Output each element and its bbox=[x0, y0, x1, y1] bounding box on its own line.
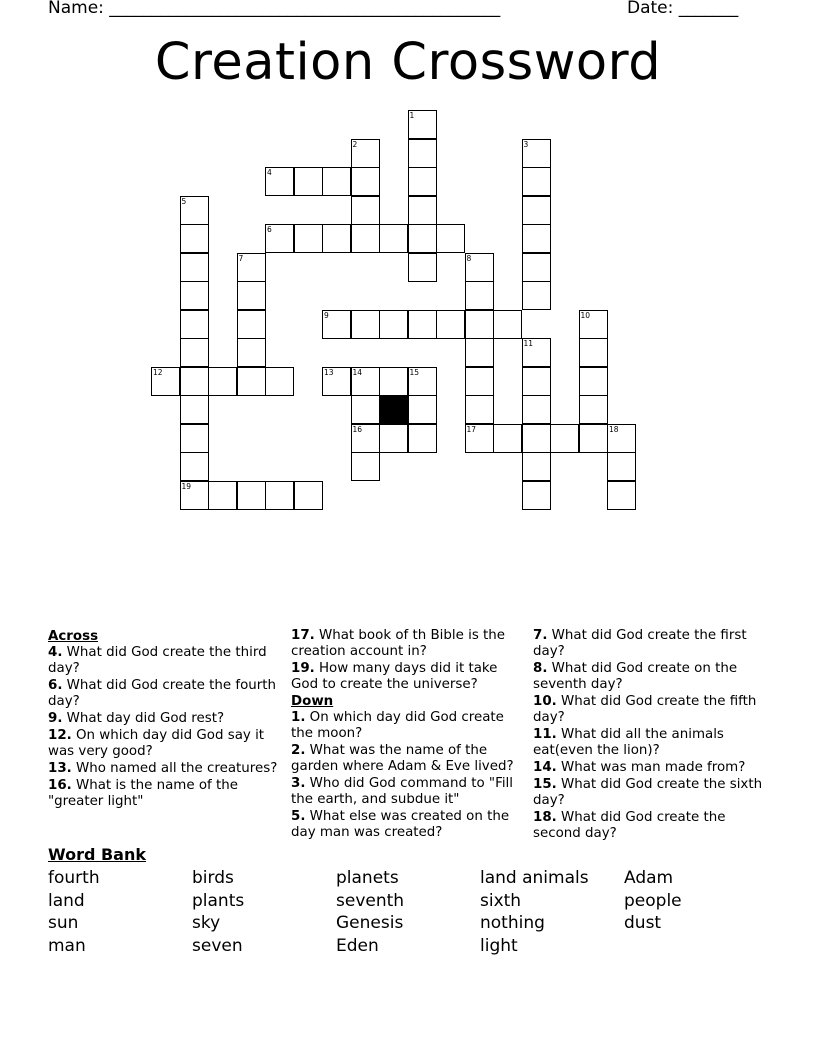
clue-number: 10 bbox=[580, 310, 591, 320]
grid-cell[interactable] bbox=[208, 481, 237, 510]
grid-cell[interactable] bbox=[180, 452, 209, 481]
clue-item bbox=[533, 777, 765, 809]
clue-number: 17 bbox=[466, 424, 477, 434]
clue-number: 6 bbox=[267, 225, 272, 234]
clue-number: 14 bbox=[352, 367, 363, 377]
clue-text: Who did God command to "Fill the earth, and subdue it" bbox=[291, 776, 513, 807]
grid-cell[interactable] bbox=[522, 281, 551, 310]
clue-number: 13 bbox=[324, 367, 334, 377]
clue-number-label: 3. bbox=[291, 776, 306, 791]
grid-cell[interactable] bbox=[436, 224, 465, 253]
word-bank-column bbox=[48, 867, 100, 957]
grid-cell[interactable] bbox=[408, 139, 437, 168]
grid-cell[interactable] bbox=[237, 253, 266, 282]
grid-cell[interactable] bbox=[579, 395, 608, 424]
grid-cell[interactable] bbox=[408, 167, 437, 196]
clue-number-label: 5. bbox=[291, 809, 306, 824]
grid-cell[interactable] bbox=[351, 395, 380, 424]
grid-cell[interactable] bbox=[522, 395, 551, 424]
grid-cell[interactable] bbox=[180, 281, 209, 310]
clue-item bbox=[291, 628, 523, 660]
clue-number-label: 16. bbox=[48, 778, 72, 793]
grid-cell[interactable] bbox=[351, 196, 380, 225]
clue-text: What did God create the fourth day? bbox=[48, 678, 277, 709]
clue-number: 2 bbox=[352, 139, 358, 149]
date-field-label: Date: _______ bbox=[627, 0, 739, 18]
clue-item bbox=[48, 711, 280, 727]
word-bank-word: people bbox=[624, 890, 682, 911]
grid-cell[interactable] bbox=[294, 224, 323, 253]
grid-cell[interactable] bbox=[408, 253, 437, 282]
grid-cell[interactable] bbox=[379, 310, 408, 339]
clue-number-label: 11. bbox=[533, 727, 557, 742]
clue-number-label: 18. bbox=[533, 810, 557, 825]
clue-number-label: 8. bbox=[533, 661, 548, 676]
clue-text: What was the name of the garden where Adam & Eve lived? bbox=[291, 743, 514, 774]
clue-number-label: 9. bbox=[48, 711, 63, 726]
grid-cell[interactable] bbox=[522, 167, 551, 196]
clue-number: 18 bbox=[609, 424, 619, 434]
clue-number-label: 19. bbox=[291, 661, 315, 676]
clue-item bbox=[48, 778, 280, 810]
clue-text: What did God create the fifth day? bbox=[533, 694, 757, 725]
grid-cell[interactable] bbox=[351, 310, 380, 339]
grid-cell[interactable] bbox=[522, 481, 551, 510]
grid-cell[interactable] bbox=[180, 310, 209, 339]
grid-cell[interactable] bbox=[351, 424, 380, 453]
grid-cell[interactable] bbox=[579, 310, 608, 339]
clue-number-label: 17. bbox=[291, 628, 315, 643]
clue-number: 5 bbox=[181, 196, 187, 206]
clue-text: What did God create the second day? bbox=[533, 810, 726, 841]
grid-cell[interactable] bbox=[151, 367, 180, 396]
grid-cell[interactable] bbox=[607, 481, 636, 510]
clue-number-label: 10. bbox=[533, 694, 557, 709]
word-bank-word: Adam bbox=[624, 868, 674, 888]
clue-item bbox=[291, 809, 523, 841]
word-bank-word: land bbox=[48, 890, 85, 911]
grid-cell[interactable] bbox=[180, 424, 209, 453]
grid-cell[interactable] bbox=[237, 281, 266, 310]
grid-cell[interactable] bbox=[408, 310, 437, 339]
grid-cell[interactable] bbox=[237, 481, 266, 510]
clue-text: On which day did God say it was very good? bbox=[48, 728, 265, 759]
grid-cell[interactable] bbox=[579, 367, 608, 396]
grid-cell[interactable] bbox=[351, 167, 380, 196]
clue-text: What did God create the sixth day? bbox=[533, 777, 763, 808]
word-bank-title: Word Bank bbox=[48, 845, 147, 864]
word-bank-word: planets bbox=[336, 868, 399, 888]
grid-cell[interactable] bbox=[522, 224, 551, 253]
clue-number-label: 1. bbox=[291, 710, 306, 725]
clue-number-label: 15. bbox=[533, 777, 557, 792]
grid-cell[interactable] bbox=[522, 424, 551, 453]
clue-text: What did God create the first day? bbox=[533, 628, 747, 659]
clue-item bbox=[533, 628, 765, 660]
clue-item bbox=[48, 678, 280, 710]
grid-cell[interactable] bbox=[180, 253, 209, 282]
clue-number: 12 bbox=[153, 367, 163, 377]
grid-cell[interactable] bbox=[607, 452, 636, 481]
clue-item bbox=[48, 728, 280, 760]
grid-cell[interactable] bbox=[294, 167, 323, 196]
clue-text: What book of th Bible is the creation account in? bbox=[291, 628, 506, 659]
clue-number: 1 bbox=[409, 111, 415, 120]
word-bank-column bbox=[336, 867, 404, 957]
grid-cell[interactable] bbox=[550, 424, 579, 453]
grid-cell[interactable] bbox=[522, 139, 551, 168]
down-clue-list bbox=[291, 710, 523, 841]
word-bank-word: seven bbox=[192, 935, 243, 956]
word-bank-word: fourth bbox=[48, 868, 100, 888]
clue-text: On which day did God create the moon? bbox=[291, 710, 504, 741]
grid-cell[interactable] bbox=[408, 110, 437, 139]
grid-cell[interactable] bbox=[237, 367, 266, 396]
grid-cell[interactable] bbox=[265, 481, 294, 510]
grid-cell[interactable] bbox=[180, 224, 209, 253]
grid-cell[interactable] bbox=[522, 452, 551, 481]
clue-number-label: 6. bbox=[48, 678, 63, 693]
page-title: Creation Crossword bbox=[154, 33, 662, 92]
grid-cell[interactable] bbox=[265, 224, 294, 253]
grid-cell[interactable] bbox=[408, 424, 437, 453]
down-heading: Down bbox=[291, 694, 334, 709]
clue-text: What did all the animals eat(even the lion)? bbox=[533, 727, 724, 758]
clue-number: 9 bbox=[324, 310, 329, 320]
clue-item bbox=[291, 661, 523, 693]
word-bank-word: sun bbox=[48, 913, 79, 934]
clue-text: What did God create on the seventh day? bbox=[533, 661, 738, 692]
grid-cell[interactable] bbox=[465, 281, 494, 310]
clues-column-3 bbox=[533, 628, 765, 843]
clues-column-2 bbox=[291, 628, 523, 842]
clue-text: Who named all the creatures? bbox=[71, 761, 278, 776]
clue-item bbox=[533, 661, 765, 693]
grid-cell[interactable] bbox=[465, 367, 494, 396]
word-bank-column bbox=[480, 867, 589, 957]
grid-cell[interactable] bbox=[522, 253, 551, 282]
grid-cell[interactable] bbox=[379, 424, 408, 453]
grid-cell[interactable] bbox=[436, 310, 465, 339]
clue-item bbox=[533, 727, 765, 759]
grid-cell[interactable] bbox=[579, 338, 608, 367]
clues-column-1 bbox=[48, 628, 280, 811]
across-clue-list-continued bbox=[291, 628, 523, 693]
grid-cell[interactable] bbox=[408, 196, 437, 225]
clue-text: How many days did it take God to create the universe? bbox=[291, 661, 498, 692]
grid-cell[interactable] bbox=[265, 167, 294, 196]
clue-number: 19 bbox=[181, 481, 192, 491]
grid-cell[interactable] bbox=[180, 196, 209, 225]
grid-cell[interactable] bbox=[180, 395, 209, 424]
clue-item bbox=[48, 645, 280, 677]
word-bank-word: nothing bbox=[480, 913, 545, 934]
grid-cell[interactable] bbox=[351, 139, 380, 168]
grid-cell[interactable] bbox=[379, 367, 408, 396]
grid-cell[interactable] bbox=[579, 424, 608, 453]
word-bank-word: sky bbox=[192, 913, 221, 934]
grid-cell[interactable] bbox=[465, 310, 494, 339]
grid-cell[interactable] bbox=[522, 367, 551, 396]
black-square bbox=[379, 395, 408, 424]
grid-cell[interactable] bbox=[351, 224, 380, 253]
grid-cell[interactable] bbox=[322, 310, 351, 339]
word-bank-word: sixth bbox=[480, 890, 522, 911]
grid-cell[interactable] bbox=[237, 338, 266, 367]
clue-number-label: 12. bbox=[48, 728, 72, 743]
clue-number: 8 bbox=[466, 253, 472, 263]
clue-text: What is the name of the "greater light" bbox=[48, 778, 238, 809]
word-bank-word: Genesis bbox=[336, 913, 404, 934]
grid-cell[interactable] bbox=[208, 367, 237, 396]
clue-item bbox=[291, 743, 523, 775]
grid-cell[interactable] bbox=[237, 310, 266, 339]
clue-text: What else was created on the day man was created? bbox=[291, 809, 510, 840]
clue-item bbox=[291, 776, 523, 808]
clue-item bbox=[533, 694, 765, 726]
grid-cell[interactable] bbox=[465, 338, 494, 367]
grid-cell[interactable] bbox=[465, 395, 494, 424]
grid-cell[interactable] bbox=[294, 481, 323, 510]
grid-cell[interactable] bbox=[465, 424, 494, 453]
grid-cell[interactable] bbox=[322, 367, 351, 396]
grid-cell[interactable] bbox=[322, 224, 351, 253]
grid-cell[interactable] bbox=[493, 310, 522, 339]
clue-number-label: 4. bbox=[48, 645, 63, 660]
word-bank-word: light bbox=[480, 935, 518, 956]
word-bank-word: seventh bbox=[336, 890, 405, 911]
grid-cell[interactable] bbox=[180, 481, 209, 510]
grid-cell[interactable] bbox=[379, 224, 408, 253]
word-bank-word: Eden bbox=[336, 935, 379, 956]
clue-number-label: 2. bbox=[291, 743, 306, 758]
grid-cell[interactable] bbox=[180, 367, 209, 396]
clue-number: 15 bbox=[409, 367, 420, 377]
down-clue-list-continued bbox=[533, 628, 765, 842]
clue-number: 16 bbox=[352, 424, 363, 434]
grid-cell[interactable] bbox=[351, 452, 380, 481]
grid-cell[interactable] bbox=[180, 338, 209, 367]
grid-cell[interactable] bbox=[607, 424, 636, 453]
grid-cell[interactable] bbox=[322, 167, 351, 196]
word-bank-word: birds bbox=[192, 868, 234, 888]
clue-number-label: 14. bbox=[533, 760, 557, 775]
clue-item bbox=[533, 810, 765, 842]
word-bank-word: dust bbox=[624, 913, 662, 934]
clue-item bbox=[291, 710, 523, 742]
clue-number: 11 bbox=[523, 339, 534, 348]
word-bank-column bbox=[192, 867, 244, 957]
across-clue-list bbox=[48, 645, 280, 810]
grid-cell[interactable] bbox=[522, 196, 551, 225]
across-heading: Across bbox=[48, 629, 99, 644]
clue-item bbox=[533, 760, 765, 776]
word-bank-word: plants bbox=[192, 890, 245, 911]
grid-cell[interactable] bbox=[522, 338, 551, 367]
grid-cell[interactable] bbox=[408, 224, 437, 253]
clue-number: 3 bbox=[523, 139, 529, 149]
clue-number-label: 13. bbox=[48, 761, 72, 776]
grid-cell[interactable] bbox=[265, 367, 294, 396]
clue-number-label: 7. bbox=[533, 628, 548, 643]
word-bank-word: man bbox=[48, 935, 86, 956]
clue-text: What did God create the third day? bbox=[48, 645, 267, 676]
word-bank-column bbox=[624, 867, 682, 935]
word-bank-word: land animals bbox=[480, 868, 589, 888]
clue-number: 7 bbox=[238, 253, 244, 263]
grid-cell[interactable] bbox=[351, 367, 380, 396]
grid-cell[interactable] bbox=[465, 253, 494, 282]
name-field-label: Name: ______________________________________________ bbox=[48, 0, 501, 18]
grid-cell[interactable] bbox=[493, 424, 522, 453]
clue-text: What was man made from? bbox=[556, 760, 746, 775]
grid-cell[interactable] bbox=[408, 367, 437, 396]
clue-number: 4 bbox=[267, 168, 272, 177]
clue-text: What day did God rest? bbox=[62, 711, 225, 726]
clue-item bbox=[48, 761, 280, 777]
grid-cell[interactable] bbox=[408, 395, 437, 424]
